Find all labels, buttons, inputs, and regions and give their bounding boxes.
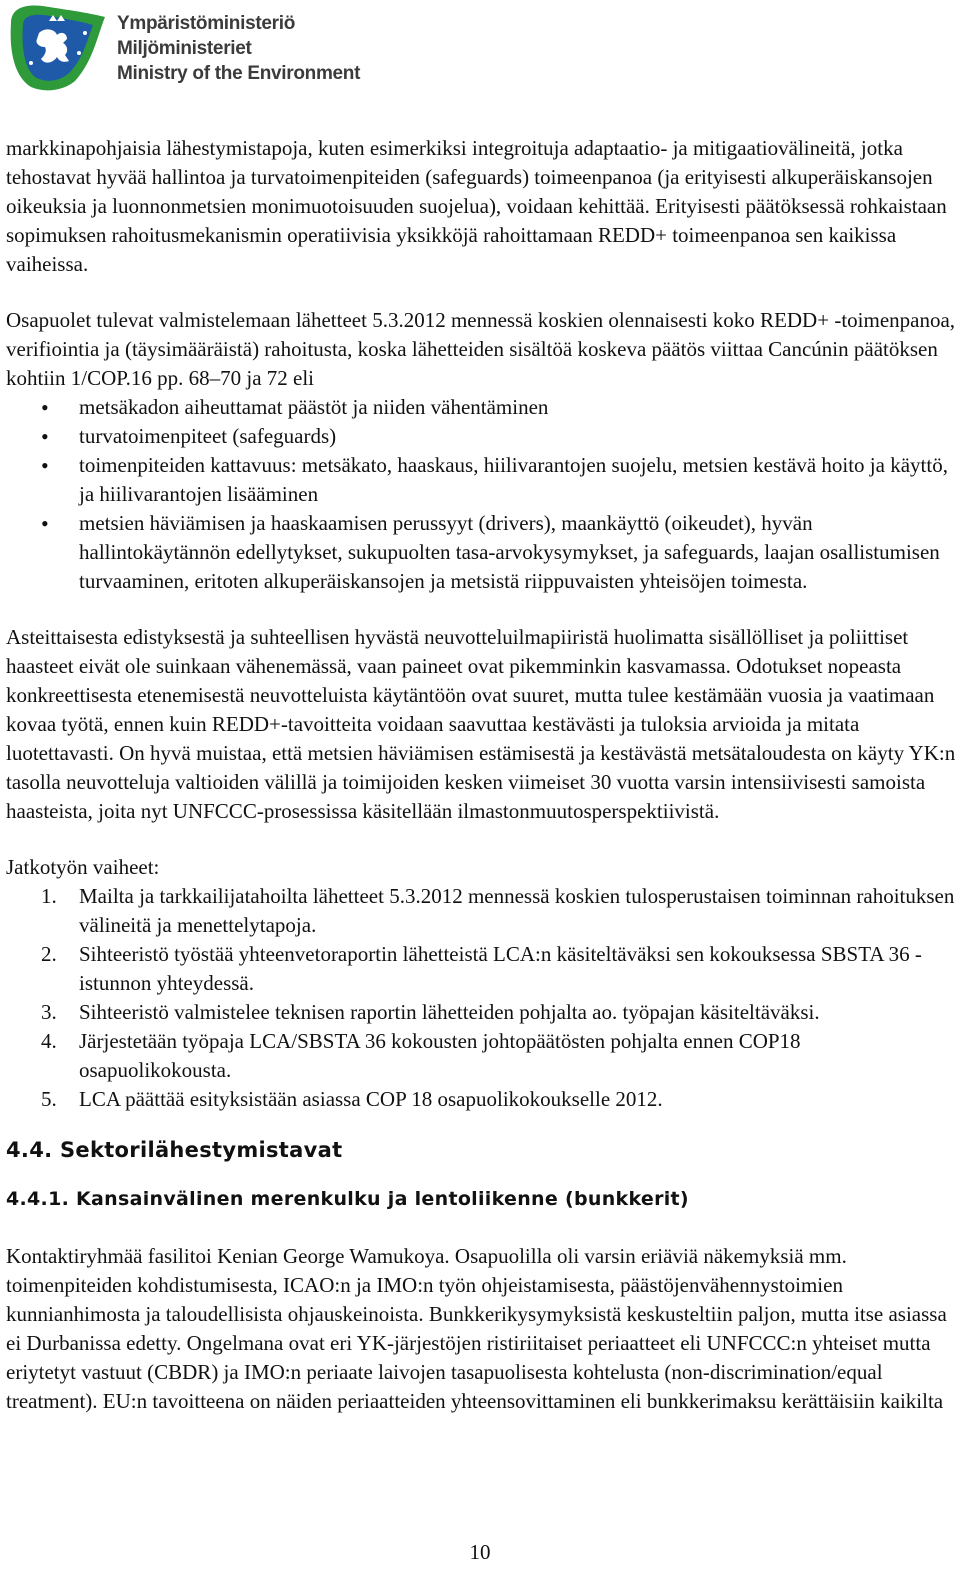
section-heading-4-4-1: 4.4.1. Kansainvälinen merenkulku ja lentoliikenne (bunkkerit) — [6, 1188, 689, 1210]
list-number: 3. — [41, 1000, 57, 1024]
section-heading-4-4: 4.4. Sektorilähestymistavat — [6, 1138, 343, 1162]
list-number: 2. — [41, 942, 57, 966]
list-item-text: LCA päättää esityksistään asiassa COP 18 osapuolikokoukselle 2012. — [79, 1087, 663, 1111]
page-number: 10 — [469, 1540, 491, 1564]
list-number: 1. — [41, 884, 57, 908]
list-item-text: Sihteeristö työstää yhteenvetoraportin lähetteistä LCA:n käsiteltäväksi sen kokouksessa SBSTA 36 -istunnon yhteydessä. — [79, 942, 922, 995]
ministry-name-fi: Ympäristöministeriö — [117, 13, 296, 34]
list-item — [6, 1085, 958, 1114]
list-item-text: Mailta ja tarkkailijatahoilta lähetteet 5.3.2012 mennessä koskien tulosperustaisen toiminnan rahoituksen välineitä ja menettelytapoja. — [79, 884, 955, 937]
bullet-list — [6, 393, 958, 596]
lion-crest-icon — [5, 3, 113, 95]
ministry-logo — [5, 3, 405, 95]
paragraph-submissions: Osapuolet tulevat valmistelemaan lähetteet 5.3.2012 mennessä koskien olennaisesti koko REDD+ -toimenpanoa, verifiointia ja (täysimääräistä) rahoitusta, koska lähetteiden sisältöä koskeva päätös viittaa Cancúnin päätöksen kohtiin 1/COP.16 pp. 68–70 ja 72 eli — [6, 308, 956, 390]
paragraph-intro: markkinapohjaisia lähestymistapoja, kuten esimerkiksi integroituja adaptaatio- ja mitigaatiovälineitä, jotka tehostavat hyvää hallintoa ja turvatoimenpiteiden (safeguards) toimeenpanoa (ja erityisesti alkuperäiskansojen oikeuksia ja luonnonmetsien monimuotoisuuden suojelua), voidaan kehittää. Erityisesti päätöksessä rohkaistaan sopimuksen rahoitusmekanismin operatiivisia yksikköjä rahoittamaan REDD+ toimeenpanoa sen kaikissa vaiheissa. — [6, 136, 947, 276]
ministry-name-sv: Miljöministeriet — [117, 38, 252, 59]
list-item — [6, 940, 958, 998]
list-item-text: Sihteeristö valmistelee teknisen raportin lähetteiden pohjalta ao. työpajan käsiteltäväksi. — [79, 1000, 820, 1024]
list-item: • metsäkadon aiheuttamat päästöt ja niiden vähentäminen — [6, 393, 958, 422]
list-item: • turvatoimenpiteet (safeguards) — [6, 422, 958, 451]
list-item — [6, 882, 958, 940]
paragraph-bunkers: Kontaktiryhmää fasilitoi Kenian George Wamukoya. Osapuolilla oli varsin eriäviä näkemyksiä mm. toimenpiteiden kohdistumisesta, ICAO:n ja IMO:n työn ohjeistamisesta, päästöjenvähennystoimien kunnianhimosta ja taloudellisista ohjauskeinoista. Bunkkerikysymyksistä keskusteltiin paljon, mutta itse asiassa ei Durbanissa edetty. Ongelmana ovat eri YK-järjestöjen ristiriitaiset periaatteet eli UNFCCC:n yhteiset mutta eriytetyt vastuut (CBDR) ja IMO:n periaate laivojen tasapuolisesta kohtelusta (non-discrimination/equal treatment). EU:n tavoitteena on näiden periaatteiden yhteensovittaminen eli bunkkerimaksu kerättäisiin kaikilta — [6, 1244, 947, 1413]
list-number: 4. — [41, 1029, 57, 1053]
numbered-list — [6, 882, 958, 1114]
list-item — [6, 998, 958, 1027]
document-body — [6, 134, 958, 1416]
list-item-text: Järjestetään työpaja LCA/SBSTA 36 kokousten johtopäätösten pohjalta ennen COP18 osapuolikokousta. — [79, 1029, 801, 1082]
list-item: • metsien häviämisen ja haaskaamisen perussyyt (drivers), maankäyttö (oikeudet), hyvän hallintokäytännön edellytykset, sukupuolten tasa-arvokysymykset, ja safeguards, laajan osallistumisen turvaaminen, eritoten alkuperäiskansojen ja metsistä riippuvaisten yhteisöjen toimesta. — [6, 509, 958, 596]
next-steps-label: Jatkotyön vaiheet: — [6, 855, 160, 879]
paragraph-progress: Asteittaisesta edistyksestä ja suhteellisen hyvästä neuvotteluilmapiiristä huolimatta sisällölliset ja poliittiset haasteet eivät ole suinkaan vähenemässä, vaan paineet ovat pikemminkin kasvamassa. Odotukset nopeasta konkreettisesta etenemisestä neuvotteluista käytäntöön ovat suuret, mutta tulee kestämään vuosia ja vaatimaan kovaa työtä, ennen kuin REDD+-tavoitteita voidaan saavuttaa kestävästi ja tuloksia arvioida ja mitata luotettavasti. On hyvä muistaa, että metsien häviämisen estämisestä ja kestävästä metsätaloudesta on käyty YK:n tasolla neuvotteluja valtioiden välillä ja toimijoiden kesken viimeiset 30 vuotta varsin intensiivisesti samoista haasteista, joita nyt UNFCCC-prosessissa käsitellään ilmastonmuutosperspektiivistä. — [6, 625, 956, 823]
list-item — [6, 1027, 958, 1085]
ministry-name-en: Ministry of the Environment — [117, 63, 361, 84]
list-item: • toimenpiteiden kattavuus: metsäkato, haaskaus, hiilivarantojen suojelu, metsien kestävä hoito ja käyttö, ja hiilivarantojen lisääminen — [6, 451, 958, 509]
list-number: 5. — [41, 1087, 57, 1111]
